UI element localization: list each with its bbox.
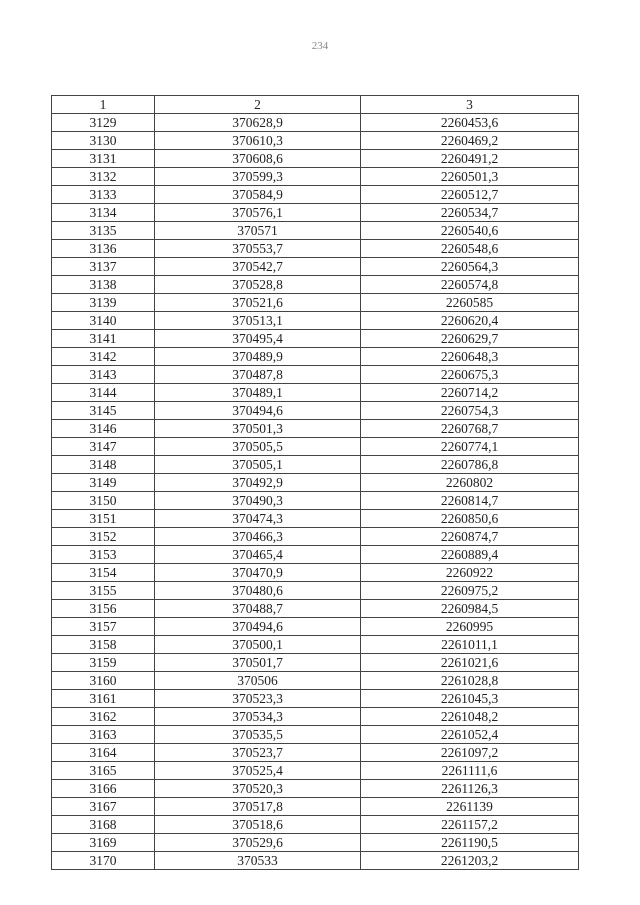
page-number: 234 [311,40,329,52]
table-row [52,492,579,510]
table-cell: 2261111,6 [361,762,579,780]
table-cell: 370465,4 [155,546,361,564]
table-row [52,744,579,762]
table-cell: 3167 [52,798,155,816]
coordinates-table [51,95,579,870]
table-row [52,456,579,474]
table-cell: 3148 [52,456,155,474]
table-cell: 3133 [52,186,155,204]
table-cell: 3160 [52,672,155,690]
table-cell: 2261139 [361,798,579,816]
table-cell: 3151 [52,510,155,528]
table-cell: 370584,9 [155,186,361,204]
table-cell: 370528,8 [155,276,361,294]
table-row [52,150,579,168]
table-cell: 3138 [52,276,155,294]
table-cell: 2260786,8 [361,456,579,474]
table-cell: 3158 [52,636,155,654]
table-row [52,204,579,222]
table-cell: 2260540,6 [361,222,579,240]
table-cell: 2260802 [361,474,579,492]
table-cell: 3141 [52,330,155,348]
table-row [52,348,579,366]
table-cell: 3166 [52,780,155,798]
table-row [52,312,579,330]
table-cell: 2260850,6 [361,510,579,528]
table-cell: 370517,8 [155,798,361,816]
table-cell: 2260512,7 [361,186,579,204]
table-cell: 370470,9 [155,564,361,582]
table-cell: 2260975,2 [361,582,579,600]
table-row [52,420,579,438]
table-row [52,672,579,690]
table-cell: 370533 [155,852,361,870]
table-cell: 2261126,3 [361,780,579,798]
table-cell: 2260501,3 [361,168,579,186]
table-cell: 3144 [52,384,155,402]
table-cell: 370520,3 [155,780,361,798]
table-cell: 3149 [52,474,155,492]
table-row [52,222,579,240]
table-row [52,726,579,744]
table-cell: 2260922 [361,564,579,582]
table-cell: 3130 [52,132,155,150]
table-row [52,276,579,294]
table-cell: 2260984,5 [361,600,579,618]
table-cell: 3155 [52,582,155,600]
table-cell: 370495,4 [155,330,361,348]
table-cell: 3145 [52,402,155,420]
table-cell: 3162 [52,708,155,726]
table-row [52,618,579,636]
table-cell: 2260814,7 [361,492,579,510]
table-cell: 370523,3 [155,690,361,708]
table-cell: 3159 [52,654,155,672]
table-row [52,366,579,384]
table-cell: 3147 [52,438,155,456]
table-cell: 3136 [52,240,155,258]
table-cell: 370505,1 [155,456,361,474]
table-row [52,258,579,276]
table-cell: 3152 [52,528,155,546]
table-cell: 2260754,3 [361,402,579,420]
table-row [52,816,579,834]
table-cell: 2260574,8 [361,276,579,294]
table-cell: 3163 [52,726,155,744]
table-cell: 3146 [52,420,155,438]
column-header-3: 3 [361,96,579,114]
table-cell: 370492,9 [155,474,361,492]
table-cell: 370576,1 [155,204,361,222]
table-cell: 2260874,7 [361,528,579,546]
table-cell: 3150 [52,492,155,510]
table-cell: 3169 [52,834,155,852]
table-cell: 2261157,2 [361,816,579,834]
table-cell: 2261011,1 [361,636,579,654]
table-cell: 3161 [52,690,155,708]
table-row [52,402,579,420]
table-cell: 370599,3 [155,168,361,186]
column-header-1: 1 [52,96,155,114]
column-header-2: 2 [155,96,361,114]
table-cell: 370487,8 [155,366,361,384]
table-cell: 370480,6 [155,582,361,600]
table-cell: 2260585 [361,294,579,312]
table-cell: 2260648,3 [361,348,579,366]
table-cell: 2260629,7 [361,330,579,348]
table-cell: 2260548,6 [361,240,579,258]
table-cell: 3170 [52,852,155,870]
table-cell: 3131 [52,150,155,168]
table-row [52,510,579,528]
table-cell: 3153 [52,546,155,564]
table-cell: 370521,6 [155,294,361,312]
table-row [52,114,579,132]
table-cell: 370529,6 [155,834,361,852]
table-cell: 370518,6 [155,816,361,834]
table-cell: 3140 [52,312,155,330]
table-cell: 2260491,2 [361,150,579,168]
table-cell: 2260714,2 [361,384,579,402]
table-cell: 3132 [52,168,155,186]
table-cell: 2260995 [361,618,579,636]
table-cell: 370535,5 [155,726,361,744]
table-cell: 370474,3 [155,510,361,528]
table-row [52,384,579,402]
table-cell: 370494,6 [155,618,361,636]
table-cell: 2260675,3 [361,366,579,384]
table-row [52,582,579,600]
table-cell: 2261097,2 [361,744,579,762]
table-cell: 3156 [52,600,155,618]
table-row [52,438,579,456]
table-row [52,528,579,546]
table-cell: 370494,6 [155,402,361,420]
table-row [52,834,579,852]
table-cell: 2261028,8 [361,672,579,690]
table-row [52,474,579,492]
table-cell: 3143 [52,366,155,384]
table-row [52,780,579,798]
table-cell: 2261052,4 [361,726,579,744]
table-cell: 2261203,2 [361,852,579,870]
table-cell: 370628,9 [155,114,361,132]
table-cell: 3139 [52,294,155,312]
table-cell: 3154 [52,564,155,582]
table-cell: 2260469,2 [361,132,579,150]
table-cell: 370501,3 [155,420,361,438]
table-cell: 3129 [52,114,155,132]
table-row [52,708,579,726]
table-row [52,564,579,582]
table-cell: 370488,7 [155,600,361,618]
table-cell: 370523,7 [155,744,361,762]
table-row [52,852,579,870]
table-cell: 370513,1 [155,312,361,330]
table-cell: 3168 [52,816,155,834]
table-cell: 3134 [52,204,155,222]
table-cell: 2261048,2 [361,708,579,726]
table-cell: 3164 [52,744,155,762]
table-row [52,294,579,312]
table-row [52,654,579,672]
table-body [52,114,579,870]
table-row [52,798,579,816]
table-cell: 2260564,3 [361,258,579,276]
table-row [52,636,579,654]
table-cell: 370490,3 [155,492,361,510]
table-cell: 2260774,1 [361,438,579,456]
table-cell: 3135 [52,222,155,240]
table-cell: 370542,7 [155,258,361,276]
table-cell: 370489,1 [155,384,361,402]
table-cell: 370610,3 [155,132,361,150]
table-header-row [52,96,579,114]
table-row [52,186,579,204]
table-row [52,132,579,150]
table-cell: 370525,4 [155,762,361,780]
table-cell: 370500,1 [155,636,361,654]
table-cell: 3142 [52,348,155,366]
table-cell: 370571 [155,222,361,240]
table-row [52,330,579,348]
table-cell: 370505,5 [155,438,361,456]
table-cell: 370534,3 [155,708,361,726]
table-cell: 2260620,4 [361,312,579,330]
table-row [52,762,579,780]
table-cell: 370466,3 [155,528,361,546]
table-row [52,600,579,618]
table-cell: 3157 [52,618,155,636]
table-cell: 2261021,6 [361,654,579,672]
table-row [52,690,579,708]
table-cell: 370608,6 [155,150,361,168]
table-cell: 370501,7 [155,654,361,672]
table-cell: 2261045,3 [361,690,579,708]
table-row [52,546,579,564]
table-cell: 2261190,5 [361,834,579,852]
table-cell: 2260534,7 [361,204,579,222]
table-cell: 2260453,6 [361,114,579,132]
table-cell: 370506 [155,672,361,690]
table-cell: 2260889,4 [361,546,579,564]
table-row [52,168,579,186]
table-cell: 2260768,7 [361,420,579,438]
table-row [52,240,579,258]
table-cell: 370553,7 [155,240,361,258]
table-cell: 370489,9 [155,348,361,366]
table-cell: 3165 [52,762,155,780]
table-cell: 3137 [52,258,155,276]
